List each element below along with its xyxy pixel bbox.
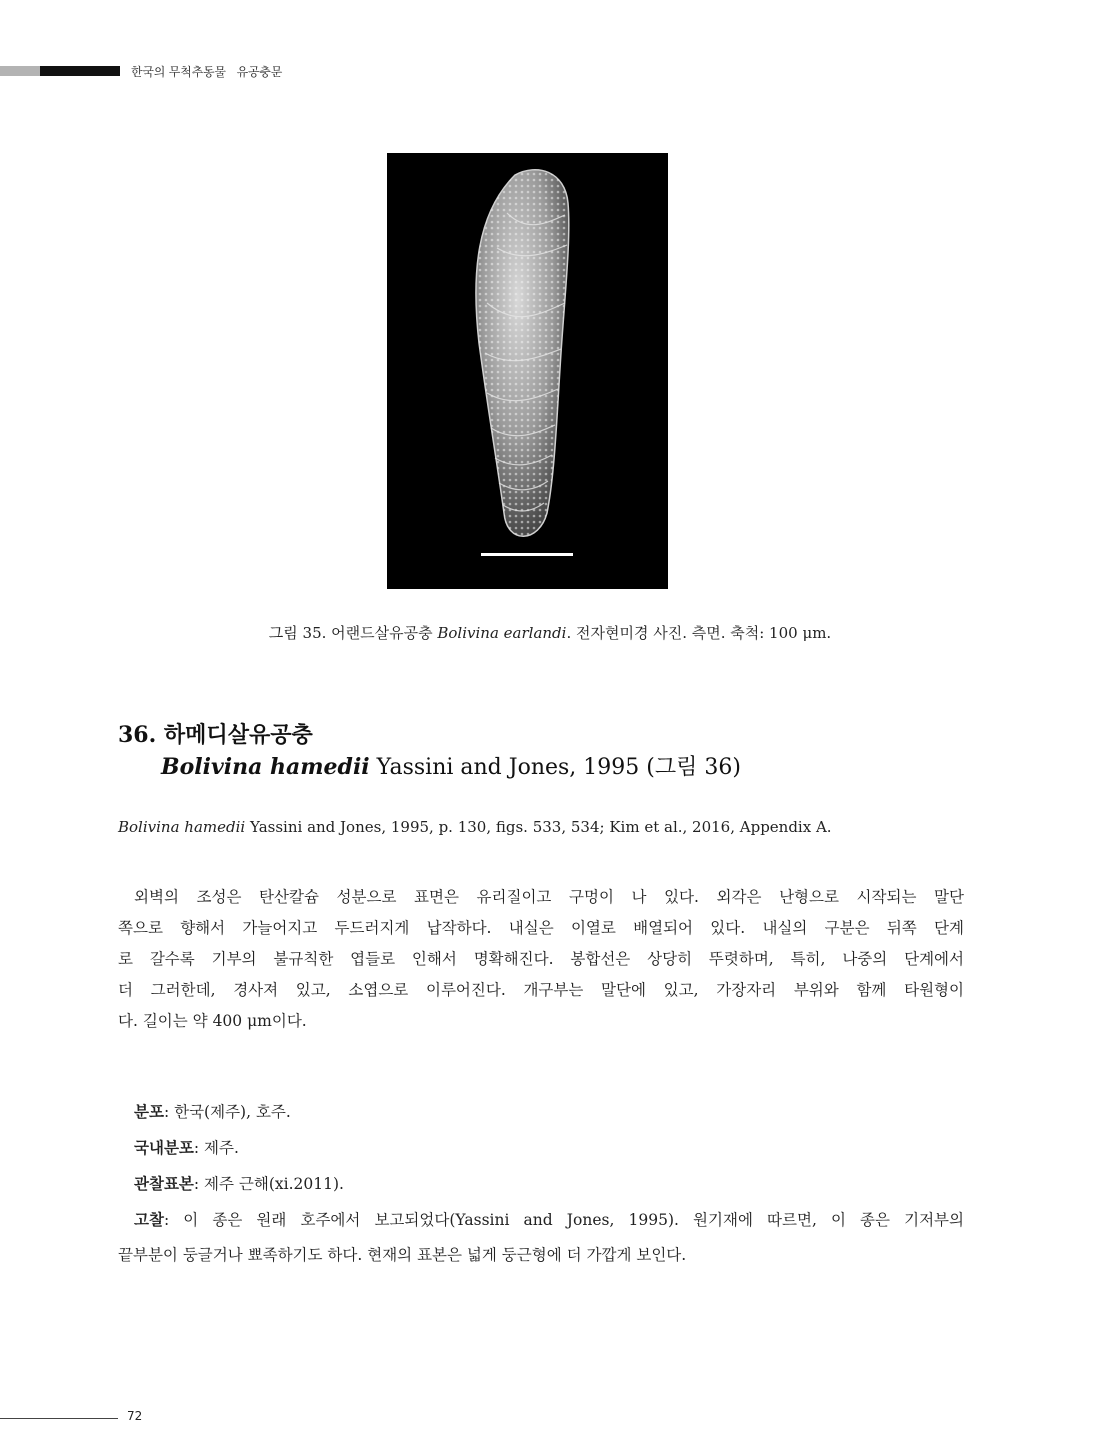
description-line: 더 그러한데, 경사져 있고, 소엽으로 이루어진다. 개구부는 말단에 있고, 가장자리 부위와 함께 타원형이 [118,981,964,999]
figure-caption [0,622,1100,643]
section-species-line [161,750,741,781]
species-info [118,1094,964,1273]
synonymy [118,818,832,836]
specimen-value: : 제주 근해(xi.2011). [193,1175,344,1193]
species-name: Bolivina hamedii [161,754,370,780]
running-header: 한국의 무척추동물 유공충문 [131,65,283,79]
remarks-row [118,1202,964,1238]
caption-prefix: 그림 35. 어랜드살유공충 [268,624,438,642]
caption-suffix: . 전자현미경 사진. 측면. 축척: 100 μm. [566,624,832,642]
description-paragraph [118,882,964,1037]
footer-rule [0,1418,118,1419]
distribution-value: : 한국(제주), 호주. [163,1103,291,1121]
specimen-label: 관찰표본 [134,1174,194,1193]
description-line: 쪽으로 향해서 가늘어지고 두드러지게 납작하다. 내실은 이열로 배열되어 있다. 내실의 구분은 뒤쪽 단계 [118,919,964,937]
specimen-row [118,1166,964,1202]
species-authority: Yassini and Jones, 1995 (그림 36) [369,755,741,780]
section-title: 36. 하메디살유공충 [118,722,313,748]
synonym-species: Bolivina hamedii [118,818,246,836]
domestic-row [118,1130,964,1166]
sem-micrograph [387,153,668,589]
header-bar-gray [0,66,40,76]
caption-species: Bolivina earlandi [437,624,567,642]
description-line: 로 갈수록 기부의 불규칙한 엽들로 인해서 명확해진다. 봉합선은 상당히 뚜렷하며, 특히, 나중의 단계에서 [118,950,964,968]
description-line: 다. 길이는 약 400 μm이다. [118,1012,307,1030]
distribution-label: 분포 [134,1102,164,1121]
header-bar-black [40,66,120,76]
distribution-row [118,1094,964,1130]
synonym-citation: Yassini and Jones, 1995, p. 130, figs. 533, 534; Kim et al., 2016, Appendix A. [245,818,832,836]
page-number: 72 [127,1409,143,1423]
scale-bar [481,553,573,556]
foraminifera-image [387,153,668,589]
remarks-text: : 이 종은 원래 호주에서 보고되었다(Yassini and Jones, 1995). 원기재에 따르면, 이 종은 기저부의 [163,1211,964,1229]
domestic-value: : 제주. [193,1139,239,1157]
remarks-label: 고찰 [134,1210,164,1229]
domestic-label: 국내분포 [134,1138,194,1157]
description-line: 외벽의 조성은 탄산칼슘 성분으로 표면은 유리질이고 구멍이 나 있다. 외각은 난형으로 시작되는 말단 [134,888,964,906]
remarks-row-continued: 끝부분이 둥글거나 뾰족하기도 하다. 현재의 표본은 넓게 둥근형에 더 가깝게 보인다. [118,1246,687,1264]
